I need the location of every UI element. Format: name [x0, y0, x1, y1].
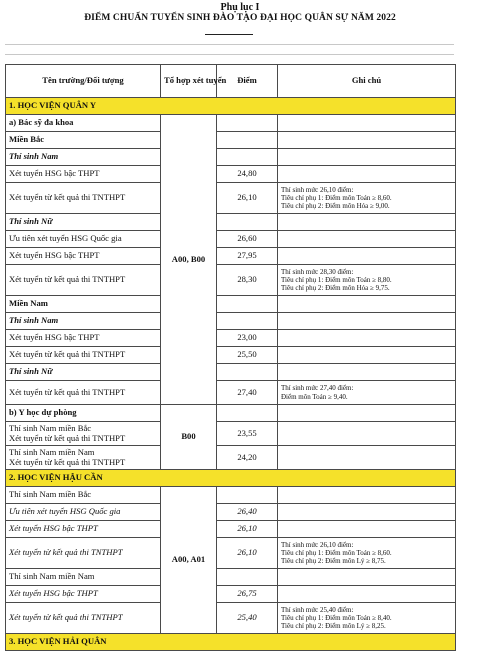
- criterion-label: Ưu tiên xét tuyển HSG Quốc gia: [6, 504, 161, 521]
- table-row: [6, 603, 456, 634]
- major-label: a) Bác sỹ đa khoa: [6, 115, 161, 132]
- header-school: Tên trường/Đối tượng: [6, 65, 161, 98]
- score-cell: 26,10: [217, 183, 278, 214]
- section-title: 1. HỌC VIỆN QUÂN Y: [6, 98, 456, 115]
- blank-row-line: [5, 44, 454, 45]
- score-cell: 23,00: [217, 330, 278, 347]
- criterion-label: Thí sinh Nam miền Nam Xét tuyển từ kết quả thi TNTHPT: [6, 446, 161, 470]
- criterion-label: Xét tuyển HSG bậc THPT: [6, 248, 161, 265]
- major-label: b) Y học dự phòng: [6, 405, 161, 422]
- header-score: Điểm: [217, 65, 278, 98]
- table-row: [6, 166, 456, 183]
- section-row: [6, 634, 456, 651]
- criterion-label: Ưu tiên xét tuyển HSG Quốc gia: [6, 231, 161, 248]
- criterion-label: Xét tuyển HSG bậc THPT: [6, 586, 161, 603]
- group-label: Thí sinh Nữ: [6, 364, 161, 381]
- section-row: [6, 470, 456, 487]
- score-cell: 26,10: [217, 521, 278, 538]
- section-title: 3. HỌC VIỆN HẢI QUÂN: [6, 634, 456, 651]
- score-cell: 23,55: [217, 422, 278, 446]
- score-cell: 26,40: [217, 504, 278, 521]
- region-label: Miền Nam: [6, 296, 161, 313]
- score-cell: 26,60: [217, 231, 278, 248]
- table-row: [6, 538, 456, 569]
- note-cell: Thí sinh mức 25,40 điểm: Tiêu chí phụ 1: Điểm môn Toán ≥ 8,40. Tiêu chí phụ 2: Điểm môn Lý ≥ 8,25.: [278, 603, 456, 634]
- score-cell: 24,80: [217, 166, 278, 183]
- criterion-label: Xét tuyển từ kết quả thi TNTHPT: [6, 538, 161, 569]
- score-cell: 27,95: [217, 248, 278, 265]
- group-label: Thí sinh Nam: [6, 149, 161, 166]
- table-row: [6, 313, 456, 330]
- table-row: [6, 347, 456, 364]
- note-cell: Thí sinh mức 26,10 điểm: Tiêu chí phụ 1: Điểm môn Toán ≥ 8,60. Tiêu chí phụ 2: Điểm môn Hóa ≥ 9,00.: [278, 183, 456, 214]
- admission-score-table: [5, 64, 456, 651]
- table-row: [6, 487, 456, 504]
- table-row: [6, 115, 456, 132]
- table-row: [6, 422, 456, 446]
- criterion-label: Xét tuyển từ kết quả thi TNTHPT: [6, 265, 161, 296]
- score-cell: 24,20: [217, 446, 278, 470]
- region-label: Miền Bắc: [6, 132, 161, 149]
- criterion-label: Xét tuyển HSG bậc THPT: [6, 166, 161, 183]
- group-label: Thí sinh Nam miền Bắc: [6, 487, 161, 504]
- table-row: [6, 504, 456, 521]
- section-row: [6, 98, 456, 115]
- header-note: Ghi chú: [278, 65, 456, 98]
- table-row: [6, 405, 456, 422]
- criterion-label: Thí sinh Nam miền Bắc Xét tuyển từ kết quả thi TNTHPT: [6, 422, 161, 446]
- criterion-label: Xét tuyển từ kết quả thi TNTHPT: [6, 347, 161, 364]
- table-row: [6, 149, 456, 166]
- table-row: [6, 248, 456, 265]
- combination-cell: B00: [161, 405, 217, 470]
- criterion-label: Xét tuyển HSG bậc THPT: [6, 330, 161, 347]
- combination-cell: A00, A01: [161, 487, 217, 634]
- criterion-label: Xét tuyển từ kết quả thi TNTHPT: [6, 183, 161, 214]
- appendix-label: Phụ lục I: [220, 2, 260, 13]
- table-row: [6, 586, 456, 603]
- blank-row-line: [5, 54, 454, 55]
- table-row: [6, 364, 456, 381]
- criterion-label: Xét tuyển từ kết quả thi TNTHPT: [6, 603, 161, 634]
- note-cell: Thí sinh mức 28,30 điểm: Tiêu chí phụ 1: Điểm môn Toán ≥ 8,80. Tiêu chí phụ 2: Điểm môn Hóa ≥ 9,75.: [278, 265, 456, 296]
- note-cell: Thí sinh mức 27,40 điểm: Điểm môn Toán ≥ 9,40.: [278, 381, 456, 405]
- score-cell: 25,50: [217, 347, 278, 364]
- title-underline: [205, 34, 253, 35]
- table-row: [6, 296, 456, 313]
- score-cell: 28,30: [217, 265, 278, 296]
- table-row: [6, 132, 456, 149]
- combination-cell: A00, B00: [161, 115, 217, 405]
- score-cell: 27,40: [217, 381, 278, 405]
- score-cell: 25,40: [217, 603, 278, 634]
- group-label: Thí sinh Nữ: [6, 214, 161, 231]
- table-header-row: [6, 65, 456, 98]
- table-row: [6, 183, 456, 214]
- criterion-label: Xét tuyển từ kết quả thi TNTHPT: [6, 381, 161, 405]
- table-row: [6, 231, 456, 248]
- table-row: [6, 214, 456, 231]
- table-row: [6, 265, 456, 296]
- group-label: Thí sinh Nam miền Nam: [6, 569, 161, 586]
- table-row: [6, 330, 456, 347]
- criterion-label: Xét tuyển HSG bậc THPT: [6, 521, 161, 538]
- section-title: 2. HỌC VIỆN HẬU CẦN: [6, 470, 456, 487]
- table-row: [6, 569, 456, 586]
- table-row: [6, 381, 456, 405]
- score-cell: 26,10: [217, 538, 278, 569]
- group-label: Thí sinh Nam: [6, 313, 161, 330]
- header-combination: Tổ hợp xét tuyển: [161, 65, 217, 98]
- table-row: [6, 521, 456, 538]
- table-row: [6, 446, 456, 470]
- score-cell: 26,75: [217, 586, 278, 603]
- note-cell: Thí sinh mức 26,10 điểm: Tiêu chí phụ 1: Điểm môn Toán ≥ 8,60. Tiêu chí phụ 2: Điểm môn Lý ≥ 8,75.: [278, 538, 456, 569]
- document-title: ĐIỂM CHUẨN TUYỂN SINH ĐÀO TẠO ĐẠI HỌC QUÂN SỰ NĂM 2022: [84, 13, 396, 23]
